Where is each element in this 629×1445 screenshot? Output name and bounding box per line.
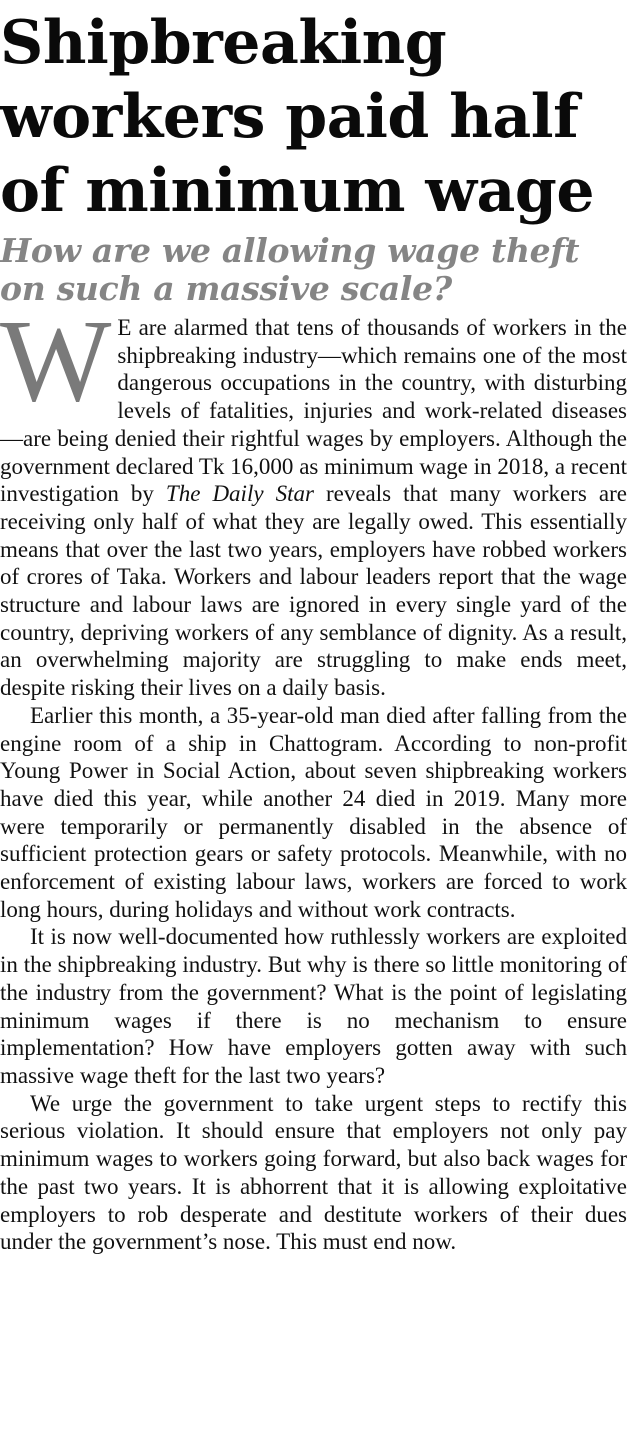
subheadline: How are we allowing wage theft on such a massive scale? — [0, 231, 580, 308]
publication-name: The Daily Star — [165, 481, 314, 507]
paragraph-4: We urge the government to take urgent steps to rectify this serious violation. It should ensure that employers not only pay minimum wages to workers going forward, but also back wages for the past two years. It is abhorrent that it is allowing exploitative employers to rob desperate and destitute workers of their dues under the government’s nose. This must end now. — [0, 1090, 627, 1255]
paragraph-1-text-a: are alarmed that tens of thousands of workers in the shipbreaking industry—which remains one of the most dangerous occupations in the country, with disturbing levels of fatalities, injuries and work-related diseases—are being denied their rightful wages by employers. Although the government declared Tk 16,000 as minimum wage in 2018, a recent investigation by — [0, 315, 627, 507]
article-body — [0, 295, 627, 1256]
lead-in: E — [117, 315, 132, 340]
drop-cap: W — [0, 295, 112, 426]
paragraph-1 — [0, 295, 627, 702]
paragraph-1-text-b: reveals that many workers are receiving only half of what they are legally owed. This essentially means that over the last two years, employers have robbed workers of crores of Taka. Workers and labour leaders report that the wage structure and labour laws are ignored in every single yard of the country, depriving workers of any semblance of dignity. As a result, an overwhelming majority are struggling to make ends meet, despite risking their lives on a daily basis. — [0, 481, 627, 701]
paragraph-3: It is now well-documented how ruthlessly workers are exploited in the shipbreaking industry. But why is there so little monitoring of the industry from the government? What is the point of legislating minimum wages if there is no mechanism to ensure implementation? How have employers gotten away with such massive wage theft for the last two years? — [0, 924, 627, 1088]
headline: Shipbreaking workers paid half of minimum wage — [0, 8, 595, 226]
paragraph-2: Earlier this month, a 35-year-old man died after falling from the engine room of a ship in Chattogram. According to non-profit Young Power in Social Action, about seven shipbreaking workers have died this year, while another 24 died in 2019. Many more were temporarily or permanently disabled in the absence of sufficient protection gears or safety protocols. Meanwhile, with no enforcement of existing labour laws, workers are forced to work long hours, during holidays and without work contracts. — [0, 702, 627, 922]
